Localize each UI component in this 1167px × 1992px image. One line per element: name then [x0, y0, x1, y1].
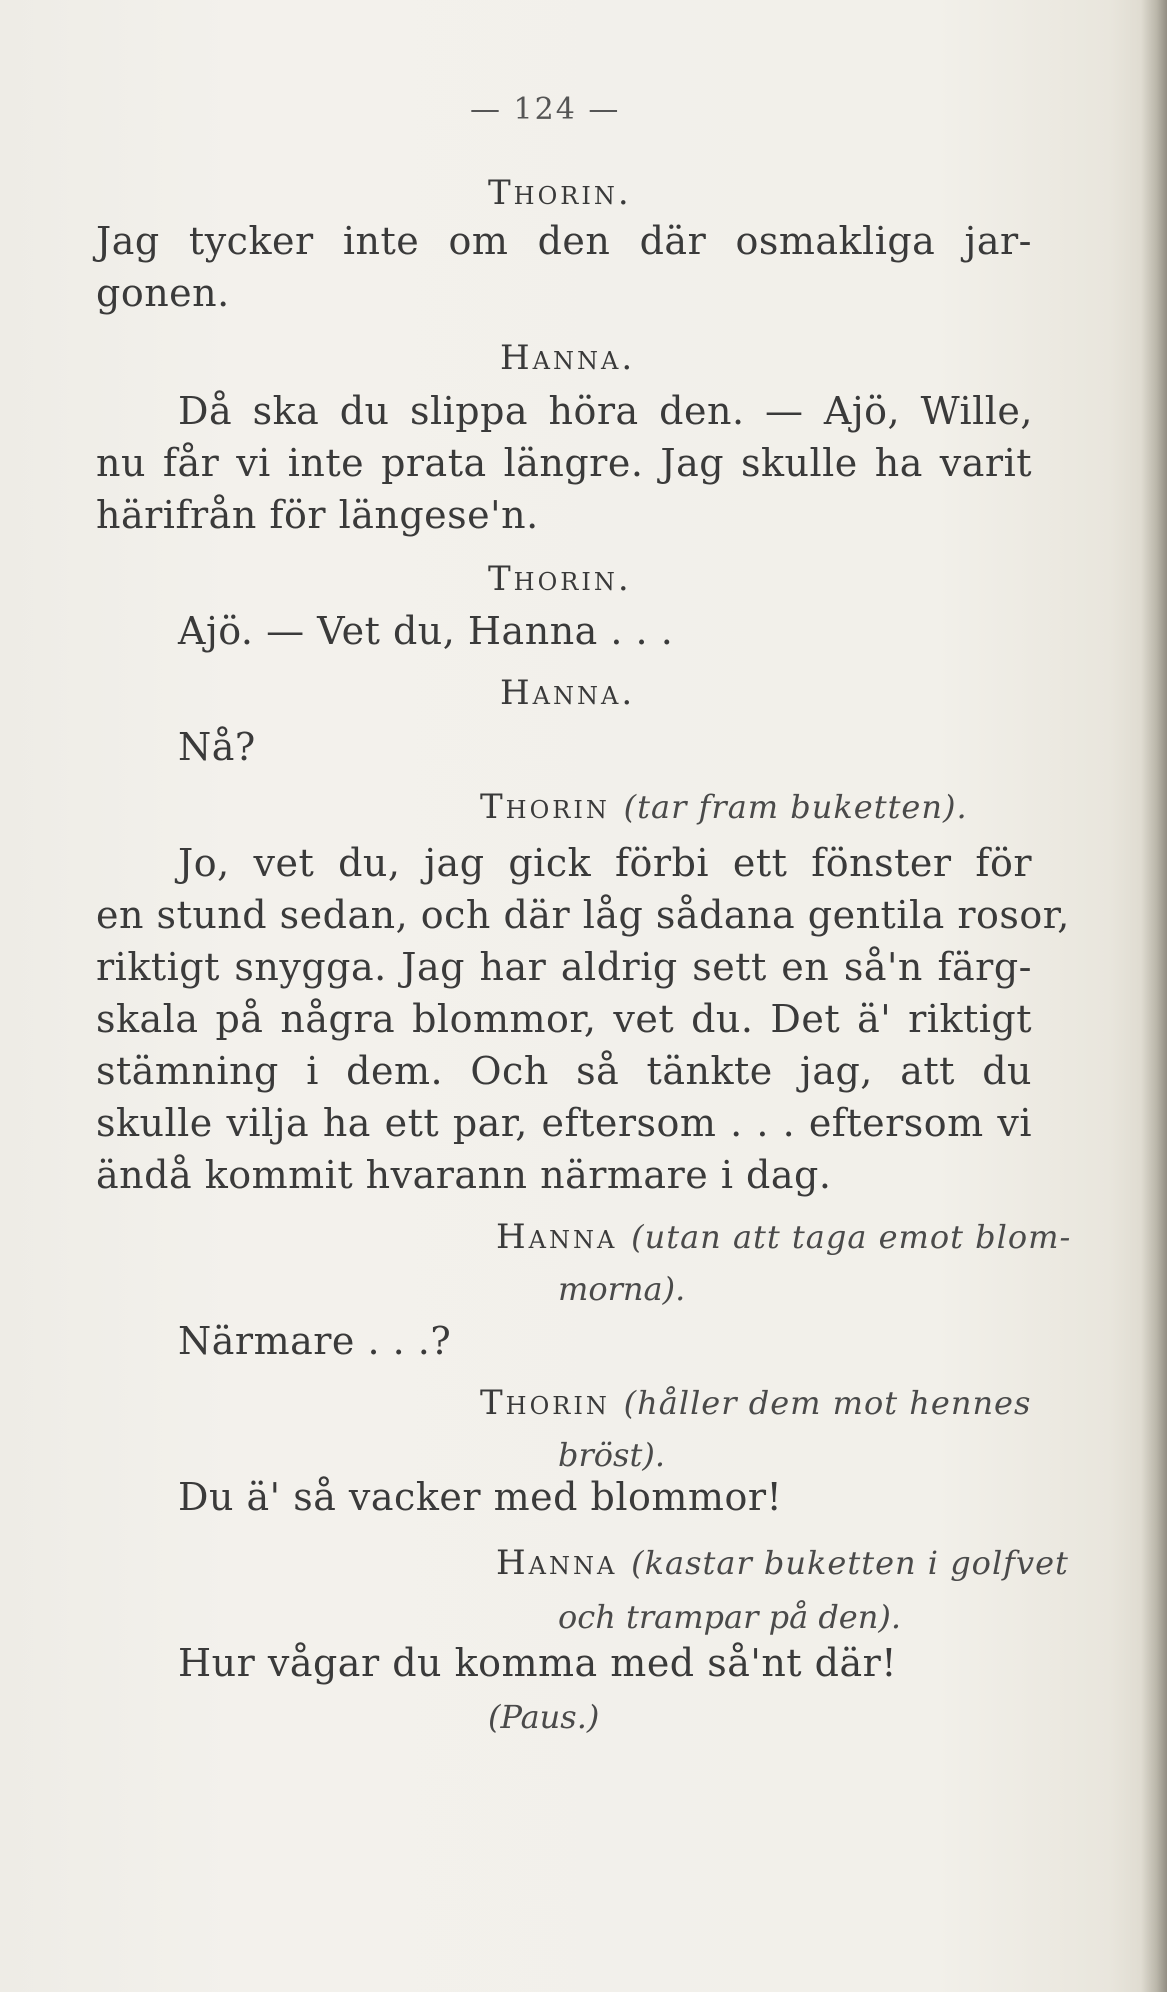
speaker-name: Hanna [496, 1543, 618, 1583]
dialogue-line: Ajö. — Vet du, Hanna . . . [178, 609, 674, 653]
stage-direction: (tar fram buketten). [623, 788, 968, 826]
stage-direction: bröst). [558, 1436, 665, 1474]
speaker-name: Hanna [496, 1217, 618, 1257]
stage-direction: (håller dem mot hennes [623, 1384, 1032, 1422]
dialogue-line: gonen. [96, 271, 230, 315]
dialogue-line: skala på några blommor, vet du. Det ä' riktigt [96, 997, 1032, 1041]
dialogue-line: Hur vågar du komma med så'nt där! [178, 1641, 898, 1685]
dialogue-line: härifrån för längese'n. [96, 493, 539, 537]
dialogue-line: nu får vi inte prata längre. Jag skulle ha varit [96, 441, 1032, 485]
page-number: — 124 — [470, 92, 621, 127]
dialogue-line: Jag tycker inte om den där osmakliga jar- [96, 219, 1032, 263]
dialogue-line: en stund sedan, och där låg sådana gentila rosor, [96, 893, 1070, 937]
dialogue-line: Närmare . . .? [178, 1319, 452, 1363]
speaker-name: Thorin [480, 1383, 610, 1423]
dialogue-line: Då ska du slippa höra den. — Ajö, Wille, [178, 389, 1033, 433]
speaker-thorin [480, 784, 968, 830]
stage-direction: (kastar buketten i golfvet [631, 1544, 1069, 1582]
stage-direction: morna). [558, 1270, 686, 1308]
speaker-hanna: Hanna. [500, 673, 636, 713]
stage-direction: (utan att taga emot blom- [631, 1218, 1072, 1256]
dialogue-line: stämning i dem. Och så tänkte jag, att du [96, 1049, 1032, 1093]
dialogue-line: Jo, vet du, jag gick förbi ett fönster för [178, 841, 1032, 885]
speaker-thorin: Thorin. [488, 173, 632, 213]
speaker-hanna: Hanna. [500, 338, 636, 378]
page-edge-shadow [1141, 0, 1167, 1992]
speaker-hanna [496, 1540, 1069, 1586]
stage-direction: (Paus.) [488, 1698, 600, 1736]
dialogue-line: skulle vilja ha ett par, eftersom . . . eftersom vi [96, 1101, 1032, 1145]
speaker-thorin: Thorin. [488, 559, 632, 599]
dialogue-line: riktigt snygga. Jag har aldrig sett en så'n färg- [96, 945, 1032, 989]
dialogue-line: Nå? [178, 725, 256, 769]
dialogue-line: Du ä' så vacker med blommor! [178, 1475, 783, 1519]
speaker-hanna [496, 1214, 1071, 1260]
dialogue-line: ändå kommit hvarann närmare i dag. [96, 1153, 832, 1197]
speaker-thorin [480, 1380, 1031, 1426]
speaker-name: Thorin [480, 787, 610, 827]
stage-direction: och trampar på den). [558, 1598, 901, 1636]
